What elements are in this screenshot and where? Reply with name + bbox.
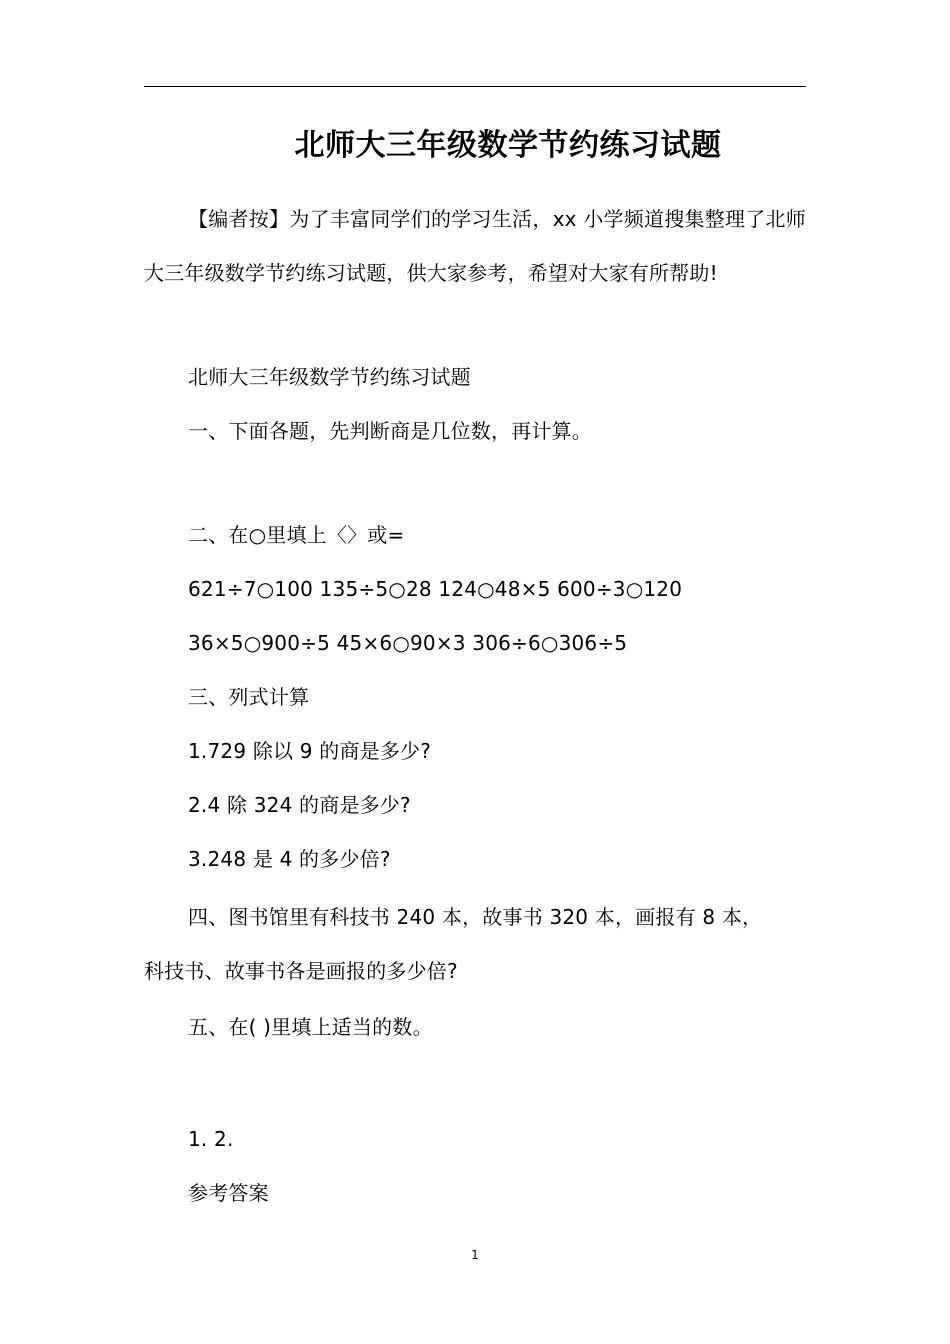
compare-row-1: 621÷7○100 135÷5○28 124○48×5 600÷3○120 <box>188 577 683 601</box>
answers-heading: 参考答案 <box>188 1181 269 1205</box>
blank-items: 1. 2. <box>188 1127 234 1151</box>
section-three-heading: 三、列式计算 <box>188 685 310 709</box>
section-one-heading: 一、下面各题，先判断商是几位数，再计算。 <box>188 419 592 443</box>
section-two-heading: 二、在○里填上〈〉或= <box>188 523 405 547</box>
header-rule <box>144 86 806 87</box>
section-five-heading: 五、在( )里填上适当的数。 <box>188 1015 433 1039</box>
compare-row-2: 36×5○900÷5 45×6○90×3 306÷6○306÷5 <box>188 631 628 655</box>
document-title: 北师大三年级数学节约练习试题 <box>294 128 722 163</box>
page-number: 1 <box>471 1248 479 1262</box>
section-four-line-1: 四、图书馆里有科技书 240 本，故事书 320 本，画报有 8 本， <box>188 905 763 929</box>
exercise-heading: 北师大三年级数学节约练习试题 <box>188 365 471 389</box>
question-3: 3.248 是 4 的多少倍? <box>188 847 391 871</box>
question-1: 1.729 除以 9 的商是多少? <box>188 739 432 763</box>
section-four-line-2: 科技书、故事书各是画报的多少倍? <box>144 959 458 983</box>
editor-note-paragraph: 【编者按】为了丰富同学们的学习生活，xx 小学频道搜集整理了北师大三年级数学节约练习试题，供大家参考，希望对大家有所帮助! <box>144 207 806 285</box>
question-2: 2.4 除 324 的商是多少? <box>188 793 411 817</box>
